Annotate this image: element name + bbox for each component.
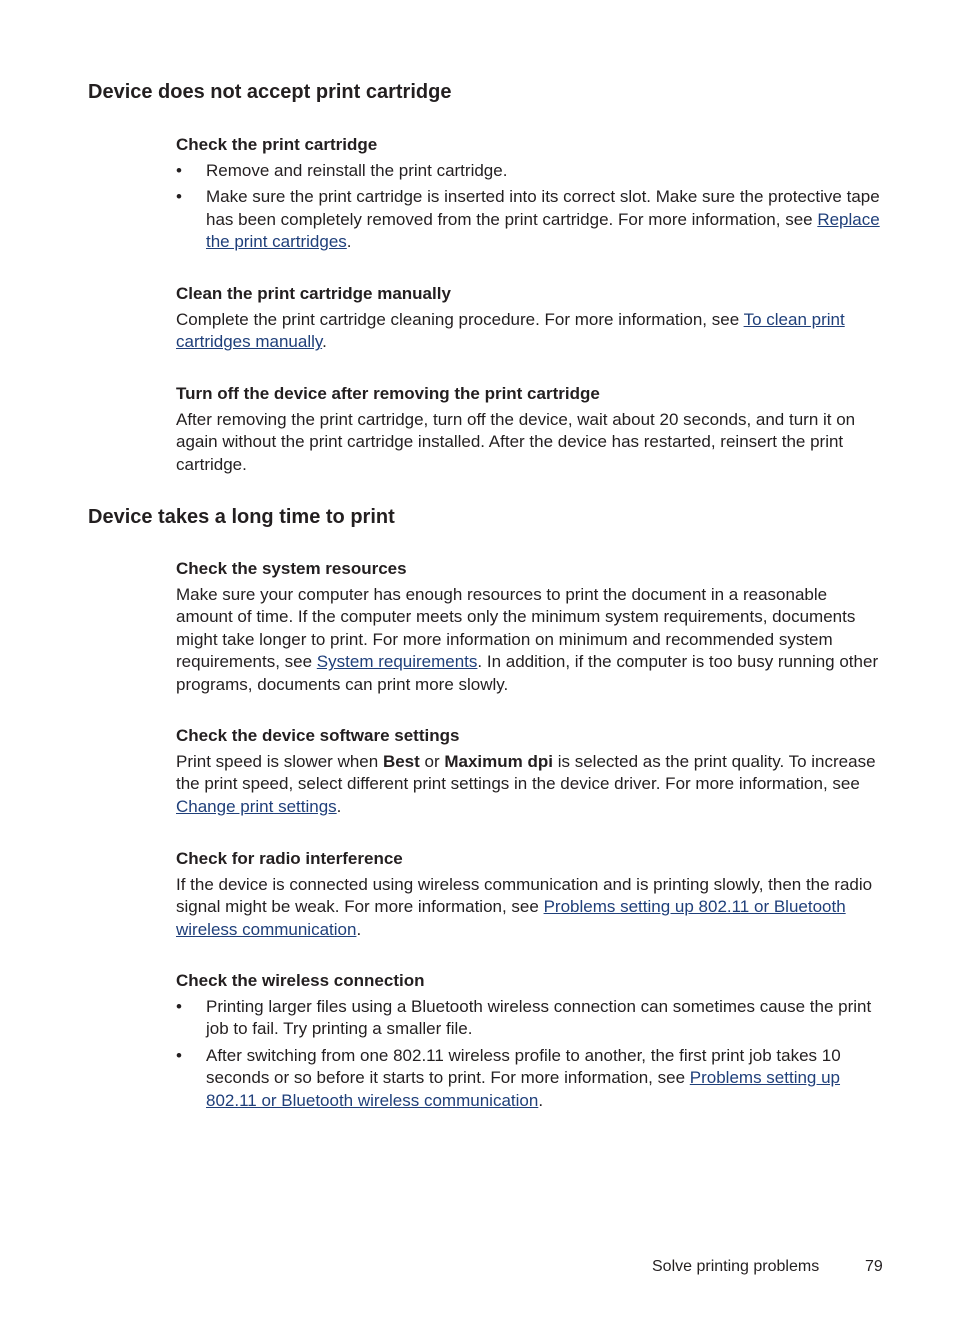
paragraph-text: Print speed is slower when [176, 752, 383, 771]
paragraph-text-end: . In addition, if the computer is too busy running other programs, documents can print more slowly. [176, 652, 879, 694]
subsection-heading: Check the wireless connection [176, 971, 425, 990]
subsection-turn-off-device [176, 383, 886, 476]
subsection-heading: Check for radio interference [176, 849, 403, 868]
link-replace-print-cartridges[interactable]: Replace the print cartridges [206, 209, 880, 252]
subsection-heading: Check the system resources [176, 559, 407, 578]
link-problems-wireless-communication[interactable]: Problems setting up 802.11 or Bluetooth wireless communication [176, 897, 846, 939]
subsection-check-print-cartridge [176, 134, 886, 258]
paragraph-text-end: . [356, 919, 362, 939]
list-item [176, 186, 886, 253]
subsection-heading: Check the device software settings [176, 726, 460, 745]
paragraph-text: Complete the print cartridge cleaning procedure. For more information, see [176, 310, 744, 329]
paragraph: After removing the print cartridge, turn off the device, wait about 20 seconds, and turn it on again without the print cartridge installed. After the device has restarted, reinsert the print cartridge. [176, 410, 856, 474]
paragraph-text: If the device is connected using wireless communication and is printing slowly, then the radio signal might be weak. For more information, see [176, 875, 873, 917]
link-problems-wireless-communication[interactable]: Problems setting up 802.11 or Bluetooth wireless communication [206, 1068, 841, 1110]
paragraph-text-end: . [322, 332, 327, 352]
bullet-list [176, 160, 886, 254]
subsection-radio-interference [176, 848, 886, 941]
paragraph-text-end: . [336, 796, 342, 816]
bullet-icon: • [176, 161, 182, 180]
link-change-print-settings[interactable]: Change print settings [176, 796, 337, 816]
list-item-text: Remove and reinstall the print cartridge. [206, 161, 508, 180]
footer-section-name: Solve printing problems [652, 1258, 820, 1275]
link-system-requirements[interactable]: System requirements [316, 652, 478, 672]
paragraph-text: or [419, 752, 445, 771]
paragraph [176, 584, 886, 696]
subsection-system-resources [176, 558, 886, 696]
list-item [176, 1045, 886, 1112]
paragraph-text: is selected as the print quality. To increase the print speed, select different print settings in the device driver. For more information, see [176, 752, 876, 794]
list-item-text-end: . [346, 232, 352, 252]
subsection-heading: Check the print cartridge [176, 135, 378, 154]
subsection-wireless-connection [176, 970, 886, 1116]
bold-term-best: Best [382, 752, 420, 771]
paragraph [176, 874, 886, 941]
paragraph-text: Make sure your computer has enough resources to print the document in a reasonable amount of time. If the computer meets only the minimum system requirements, documents might take longer to print. For more information on minimum and recommended system requirements, see [176, 585, 856, 672]
list-item-text: Make sure the print cartridge is inserted into its correct slot. Make sure the protective tape has been completely removed from the print cartridge. For more information, see [206, 187, 880, 229]
paragraph [176, 751, 886, 818]
list-item-text: After switching from one 802.11 wireless profile to another, the first print job takes 10 seconds or so before it starts to print. For more information, see [206, 1045, 841, 1088]
link-clean-cartridges-manually[interactable]: To clean print cartridges manually [176, 310, 845, 352]
list-item [176, 160, 886, 182]
section-title-long-time-to-print: Device takes a long time to print [88, 506, 395, 528]
bullet-icon: • [176, 187, 182, 207]
list-item [176, 996, 886, 1041]
bullet-list [176, 996, 886, 1112]
subsection-heading: Clean the print cartridge manually [176, 284, 451, 303]
paragraph [176, 309, 886, 354]
bullet-icon: • [176, 997, 182, 1016]
list-item-text-end: . [538, 1090, 544, 1110]
footer-page-number: 79 [865, 1258, 883, 1275]
bold-term-maximum-dpi: Maximum dpi [444, 752, 553, 771]
list-item-text: Printing larger files using a Bluetooth wireless connection can sometimes cause the print job to fail. Try printing a smaller file. [206, 997, 872, 1039]
subsection-heading: Turn off the device after removing the print cartridge [176, 384, 600, 403]
section-title-cartridge-not-accepted: Device does not accept print cartridge [88, 81, 452, 103]
subsection-clean-manually [176, 283, 886, 354]
bullet-icon: • [176, 1045, 182, 1065]
subsection-software-settings [176, 725, 886, 818]
